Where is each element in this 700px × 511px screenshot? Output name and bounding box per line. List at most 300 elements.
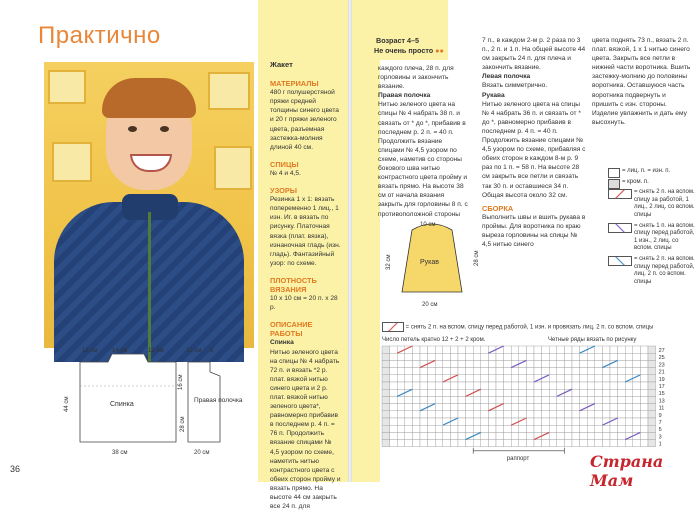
chart-cell — [496, 425, 504, 432]
work-title: ОПИСАНИЕ РАБОТЫ — [270, 320, 313, 339]
chart-cell — [648, 382, 656, 389]
chart-cell — [572, 432, 580, 439]
chart-caption-right: Четные ряды вязать по рисунку — [548, 337, 637, 343]
column-1 — [378, 64, 470, 219]
page-title: Практично — [38, 22, 161, 49]
chart-cell — [473, 411, 481, 418]
legend-text: = снять 1 п. на вспом. спицу перед работой, 1 изн., 2 лиц. со вспом. спицы — [634, 222, 695, 252]
chart-cell — [443, 432, 451, 439]
chart-cell — [633, 396, 641, 403]
chart-cell — [519, 353, 527, 360]
chart-cell — [405, 432, 413, 439]
row-number: 23 — [658, 362, 665, 369]
chart-cell — [564, 375, 572, 382]
chart-cell — [412, 360, 420, 367]
column-2 — [482, 36, 586, 249]
chart-cell — [390, 396, 398, 403]
chart-cell — [435, 404, 443, 411]
chart-cell — [428, 353, 436, 360]
chart-cell — [557, 353, 565, 360]
chart-cell — [557, 368, 565, 375]
chart-cell — [466, 404, 474, 411]
chart-cell — [519, 375, 527, 382]
chart-cell — [473, 425, 481, 432]
chart-cell — [481, 396, 489, 403]
chart-cell — [542, 389, 550, 396]
chart-cell — [504, 418, 512, 425]
chart-cell — [534, 382, 542, 389]
chart-cell — [481, 389, 489, 396]
chart-cell — [564, 404, 572, 411]
chart-cell — [435, 432, 443, 439]
chart-cell — [526, 396, 534, 403]
chart-cell — [602, 382, 610, 389]
chart-cell — [420, 418, 428, 425]
chart-cell — [488, 411, 496, 418]
chart-cell — [435, 411, 443, 418]
chart-cell — [526, 368, 534, 375]
chart-cell — [420, 382, 428, 389]
chart-cell — [625, 368, 633, 375]
legend-item — [608, 189, 698, 219]
chart-cell — [397, 404, 405, 411]
chart-cell — [397, 425, 405, 432]
chart-cell — [443, 382, 451, 389]
chart-legend — [608, 168, 698, 286]
chart-cell — [648, 404, 656, 411]
chart-cell — [602, 346, 610, 353]
col2-text: 7 п., в каждом 2-м р. 2 раза по 3 п., 2 п. и 1 п. На общей высоте 44 см закрыть 24 п. для плеча и закончить вязание. — [482, 37, 586, 72]
chart-cell — [488, 382, 496, 389]
chart-cell — [648, 396, 656, 403]
row-number: 25 — [658, 355, 665, 362]
chart-cell — [435, 353, 443, 360]
chart-cell — [466, 382, 474, 389]
watermark-logo: Страна Мам — [590, 452, 664, 490]
chart-cell — [435, 425, 443, 432]
chart-cell — [625, 389, 633, 396]
chart-cell — [397, 353, 405, 360]
row-number: 1 — [658, 441, 662, 448]
chart-cell — [504, 425, 512, 432]
chart-cell — [428, 411, 436, 418]
chart-cell — [587, 375, 595, 382]
chart-cell — [519, 368, 527, 375]
chart-cell — [504, 432, 512, 439]
chart-cell — [610, 425, 618, 432]
chart-cell — [428, 418, 436, 425]
sleeve-label: Рукав — [420, 259, 439, 266]
chart-cell — [580, 440, 588, 447]
chart-cell — [443, 404, 451, 411]
chart-cell — [473, 375, 481, 382]
sleeve-height-left: 32 см — [386, 254, 392, 270]
chart-cell — [488, 389, 496, 396]
chart-cell — [481, 382, 489, 389]
chart-cell — [557, 375, 565, 382]
chart-cell — [526, 411, 534, 418]
chart-cell — [640, 440, 648, 447]
chart-cell — [610, 353, 618, 360]
chart-cell — [557, 360, 565, 367]
chart-cell — [542, 440, 550, 447]
difficulty-dots: ●● — [435, 46, 444, 55]
chart-cell — [564, 418, 572, 425]
chart-cell — [405, 382, 413, 389]
chart-cell — [633, 382, 641, 389]
chart-cell — [405, 425, 413, 432]
chart-cell — [496, 382, 504, 389]
chart-cell — [397, 375, 405, 382]
chart-cell — [450, 425, 458, 432]
chart-cell — [458, 440, 466, 447]
chart-cell — [458, 375, 466, 382]
chart-cell — [587, 389, 595, 396]
chart-cell — [572, 382, 580, 389]
chart-cell — [564, 411, 572, 418]
chart-cell — [412, 440, 420, 447]
chart-cell — [481, 425, 489, 432]
chart-cell — [435, 440, 443, 447]
chart-cell — [587, 368, 595, 375]
chart-cell — [557, 396, 565, 403]
chart-cell — [640, 375, 648, 382]
chart-cell — [542, 360, 550, 367]
legend-text: = снять 2 п. на вспом. спицу перед работой, лиц. 2 п. со вспом. спицы — [634, 255, 695, 285]
chart-cell — [458, 353, 466, 360]
chart-cell — [618, 375, 626, 382]
chart-cell — [450, 346, 458, 353]
bg-tile — [48, 70, 86, 104]
chart-cell — [412, 404, 420, 411]
chart-cell — [405, 396, 413, 403]
chart-cell — [420, 353, 428, 360]
chart-cell — [572, 418, 580, 425]
chart-cell — [648, 389, 656, 396]
chart-cell — [549, 368, 557, 375]
chart-cell — [450, 368, 458, 375]
chart-cell — [412, 411, 420, 418]
chart-cell — [602, 353, 610, 360]
chart-cell — [564, 432, 572, 439]
chart-cell — [580, 360, 588, 367]
chart-cell — [557, 432, 565, 439]
sidebar-content — [270, 60, 342, 511]
chart-cell — [496, 353, 504, 360]
chart-cell — [587, 353, 595, 360]
chart-cell — [435, 389, 443, 396]
chart-cell — [496, 432, 504, 439]
chart-cell — [428, 389, 436, 396]
spinka-bottom: 38 см — [112, 450, 128, 456]
chart-cell — [580, 411, 588, 418]
chart-cell — [481, 440, 489, 447]
chart-cell — [405, 375, 413, 382]
chart-cell — [640, 389, 648, 396]
chart-cell — [382, 396, 390, 403]
chart-cell — [572, 368, 580, 375]
chart-cell — [549, 440, 557, 447]
rapport-label: раппорт — [506, 455, 530, 462]
chart-cell — [519, 432, 527, 439]
chart-cell — [390, 404, 398, 411]
left-page — [0, 0, 348, 511]
chart-cell — [580, 353, 588, 360]
right-front-text: Нитью зеленого цвета на спицы № 4 набрать 38 п. и связать от * до *, прибавив в последнем р. 2 п. = 40 п. Продолжить вязание спицами № 4,5 узором по схеме, наметив со стороны бокового шва нитью контрастного цвета пройму и вязать прямо. На высоте 38 см от начала вязания закрыть для горловины 8 п. с противоположной стороны — [378, 101, 468, 218]
chart-cell — [458, 360, 466, 367]
chart-cell — [595, 346, 603, 353]
chart-cell — [625, 382, 633, 389]
chart-cell — [526, 382, 534, 389]
bg-tile — [208, 72, 250, 110]
chart-cell — [458, 425, 466, 432]
chart-cell — [496, 411, 504, 418]
chart-cell — [580, 425, 588, 432]
chart-cell — [572, 396, 580, 403]
chart-cell — [625, 425, 633, 432]
chart-cell — [595, 396, 603, 403]
chart-cell — [450, 404, 458, 411]
chart-cell — [466, 418, 474, 425]
chart-cell — [504, 375, 512, 382]
cable-left-icon — [608, 189, 632, 199]
chart-cell — [511, 389, 519, 396]
chart-cell — [572, 389, 580, 396]
chart-cell — [511, 396, 519, 403]
chart-cell — [587, 432, 595, 439]
row-number: 7 — [658, 420, 662, 426]
density-text: 10 х 10 см = 20 п. х 28 р. — [270, 295, 338, 312]
chart-cell — [473, 346, 481, 353]
chart-caption-left: Число петель кратно 12 + 2 + 2 кром. — [382, 337, 486, 343]
chart-cell — [428, 440, 436, 447]
chart-cell — [580, 432, 588, 439]
chart-cell — [557, 346, 565, 353]
chart-cell — [625, 360, 633, 367]
chart-cell — [504, 389, 512, 396]
chart-cell — [390, 432, 398, 439]
chart-cell — [428, 368, 436, 375]
chart-cell — [595, 425, 603, 432]
chart-cell — [618, 440, 626, 447]
chart-cell — [610, 411, 618, 418]
chart-cell — [618, 411, 626, 418]
chart-cell — [526, 440, 534, 447]
chart-cell — [625, 353, 633, 360]
chart-cell — [473, 368, 481, 375]
sleeve-height-right: 28 см — [474, 250, 480, 266]
chart-cell — [458, 346, 466, 353]
chart-cell — [534, 418, 542, 425]
chart-cell — [412, 375, 420, 382]
chart-cell — [397, 440, 405, 447]
chart-cell — [504, 404, 512, 411]
chart-cell — [428, 396, 436, 403]
chart-cell — [564, 382, 572, 389]
chart-cell — [625, 440, 633, 447]
chart-cell — [618, 404, 626, 411]
chart-cell — [405, 440, 413, 447]
column-3 — [592, 36, 692, 127]
chart-cell — [420, 411, 428, 418]
right-front-title: Правая полочка — [378, 92, 431, 100]
cable-note-icon — [382, 322, 404, 332]
chart-cell — [587, 440, 595, 447]
spinka-armhole: 16 см — [178, 374, 184, 390]
sleeve-top: 10 см — [420, 222, 436, 228]
chart-cell — [640, 368, 648, 375]
chart-cell — [640, 360, 648, 367]
chart-cell — [648, 425, 656, 432]
chart-cell — [466, 411, 474, 418]
chart-cell — [435, 360, 443, 367]
sleeve-bottom: 20 см — [422, 302, 438, 308]
density-title: ПЛОТНОСТЬ ВЯЗАНИЯ — [270, 275, 317, 294]
chart-cell — [610, 382, 618, 389]
chart-cell — [572, 411, 580, 418]
chart-cell — [542, 353, 550, 360]
chart-cell — [496, 389, 504, 396]
chart-cell — [549, 360, 557, 367]
chart-cell — [549, 432, 557, 439]
knitting-chart — [374, 344, 694, 468]
chart-cell — [481, 404, 489, 411]
chart-cell — [549, 382, 557, 389]
chart-cell — [610, 404, 618, 411]
chart-cell — [610, 440, 618, 447]
chart-cell — [466, 375, 474, 382]
chart-cell — [564, 396, 572, 403]
chart-cell — [625, 396, 633, 403]
chart-cell — [534, 368, 542, 375]
chart-cell — [595, 353, 603, 360]
legend-text: = кром. п. — [622, 178, 649, 185]
chart-cell — [602, 425, 610, 432]
chart-cell — [488, 353, 496, 360]
row-number: 19 — [658, 376, 665, 383]
chart-cell — [549, 418, 557, 425]
chart-cell — [640, 396, 648, 403]
chart-cell — [625, 418, 633, 425]
chart-cell — [504, 360, 512, 367]
chart-cell — [420, 389, 428, 396]
chart-cell — [405, 404, 413, 411]
chart-cell — [625, 404, 633, 411]
back-title: Спинка — [270, 339, 294, 347]
instructions-sidebar — [258, 0, 348, 511]
schema-spinka — [64, 348, 186, 456]
chart-cell — [595, 368, 603, 375]
chart-cell — [519, 440, 527, 447]
legend-item — [608, 168, 698, 176]
zipper — [148, 212, 151, 362]
chart-cell — [549, 404, 557, 411]
chart-cell — [534, 389, 542, 396]
chart-cell — [648, 353, 656, 360]
chart-cell — [390, 375, 398, 382]
row-number: 9 — [658, 412, 662, 419]
chart-cell — [564, 346, 572, 353]
chart-cell — [488, 375, 496, 382]
chart-cell — [526, 404, 534, 411]
chart-cell — [481, 432, 489, 439]
chart-cell — [412, 418, 420, 425]
needles-text: № 4 и 4,5. — [270, 169, 301, 177]
chart-cell — [511, 411, 519, 418]
chart-cell — [458, 418, 466, 425]
col3-text: цвета поднять 73 п., вязать 2 п. плат. вязкой, 1 х 1 нитью синего цвета. Закрыть все петли в нижней части воротника. Вшить застежку-молнию до половины воротника. Оставшуюся часть воротника подвернуть и пришить с изн. стороны. Изделие увлажнить и дать ему высохнуть. — [592, 37, 691, 126]
chart-cell — [640, 425, 648, 432]
legend-item — [608, 179, 698, 187]
chart-cell — [534, 360, 542, 367]
chart-cell — [397, 432, 405, 439]
chart-cell — [542, 346, 550, 353]
chart-cell — [412, 389, 420, 396]
chart-cell — [564, 440, 572, 447]
chart-cell — [382, 411, 390, 418]
chart-cell — [633, 346, 641, 353]
chart-cell — [450, 396, 458, 403]
chart-cell — [473, 353, 481, 360]
col1-text: каждого плеча, 28 п. для горловины и закончить вязание. — [378, 65, 454, 91]
chart-cell — [496, 418, 504, 425]
chart-cell — [405, 418, 413, 425]
needles-title: СПИЦЫ — [270, 159, 299, 169]
chart-cell — [405, 360, 413, 367]
chart-cell — [595, 382, 603, 389]
age-box — [352, 0, 448, 60]
chart-cell — [435, 418, 443, 425]
chart-cell — [580, 389, 588, 396]
chart-cell — [534, 404, 542, 411]
chart-cell — [602, 440, 610, 447]
chart-cell — [458, 396, 466, 403]
chart-cell — [587, 425, 595, 432]
chart-cell — [450, 411, 458, 418]
polochka-width-2: 8 — [210, 348, 214, 354]
chart-cell — [625, 346, 633, 353]
chart-cell — [397, 411, 405, 418]
chart-cell — [504, 396, 512, 403]
chart-cell — [610, 432, 618, 439]
legend-text: = лиц. п. = изн. п. — [622, 168, 671, 174]
chart-cell — [595, 411, 603, 418]
chart-cell — [412, 346, 420, 353]
left-front-title: Левая полочка — [482, 73, 531, 81]
polochka-bottom: 20 см — [194, 450, 210, 456]
chart-cell — [580, 396, 588, 403]
chart-cell — [534, 440, 542, 447]
chart-cell — [640, 346, 648, 353]
patterns-text: Резинка 1 х 1: вязать попеременно 1 лиц., 1 изн. Иг. в вязать по рисунку. Платочная вязка (плат. вязка), изнаночная гладь (изн. гладь). Фантазийный узор: по схеме. — [270, 196, 341, 267]
chart-cell — [473, 418, 481, 425]
chart-cell — [450, 440, 458, 447]
legend-text: = снять 2 п. на вспом. спицу за работой, 1 лиц., 2 лиц. со вспом. спицы — [634, 189, 695, 218]
chart-cell — [473, 396, 481, 403]
chart-cell — [564, 353, 572, 360]
chart-cell — [488, 432, 496, 439]
chart-cell — [572, 404, 580, 411]
page-number: 36 — [10, 464, 21, 474]
chart-cell — [412, 353, 420, 360]
chart-cell — [625, 411, 633, 418]
chart-cell — [420, 432, 428, 439]
chart-cell — [450, 360, 458, 367]
chart-cell — [511, 346, 519, 353]
chart-cell — [640, 411, 648, 418]
chart-cell — [435, 375, 443, 382]
chart-cell — [511, 404, 519, 411]
